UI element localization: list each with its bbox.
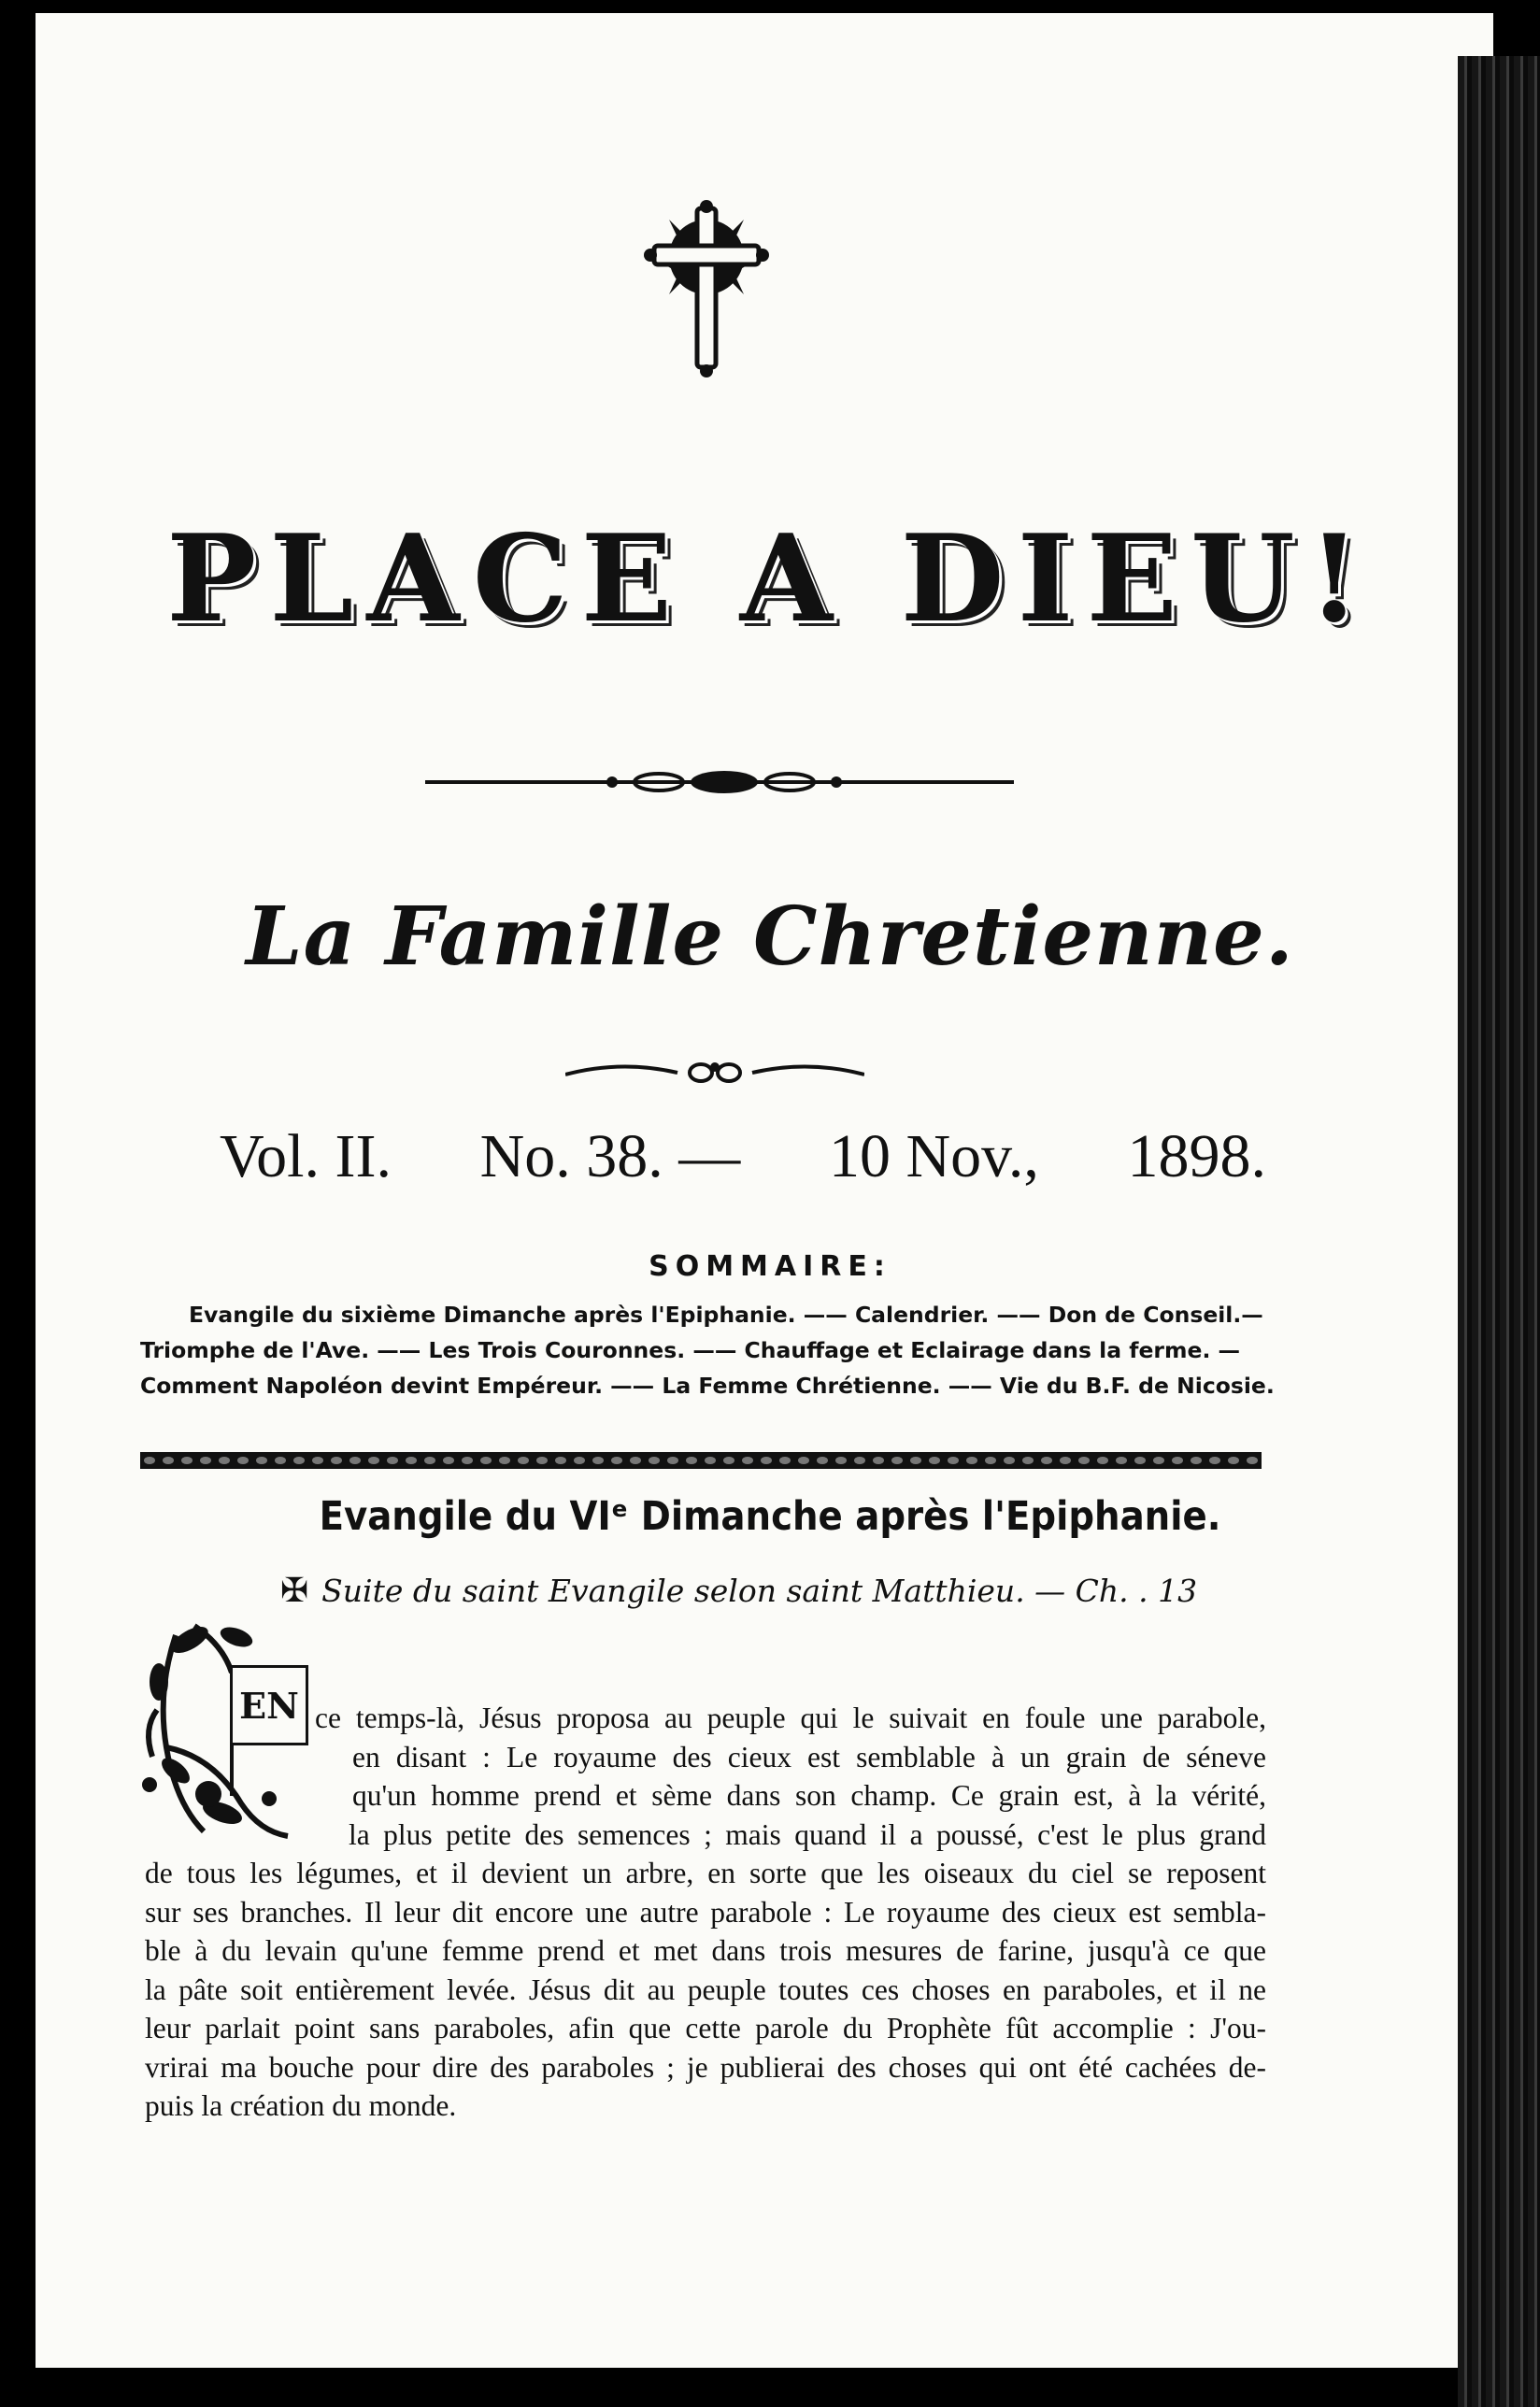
- issue-year: 1898.: [1127, 1122, 1266, 1190]
- body-line: vrirai ma bouche pour dire des paraboles ; je publierai des choses qui ont été cachées de-: [145, 2050, 1266, 2084]
- body-line: ble à du levain qu'une femme prend et met dans trois mesures de farine, jusqu'à ce que: [145, 1934, 1266, 1967]
- sommaire-heading: SOMMAIRE:: [649, 1250, 891, 1283]
- sommaire-line: Triomphe de l'Ave. —— Les Trois Couronnes. —— Chauffage et Eclairage dans la ferme. —: [140, 1337, 1241, 1363]
- issue-line: [220, 1121, 1266, 1192]
- issue-date: 10 Nov.,: [828, 1122, 1039, 1190]
- body-line: la pâte soit entièrement levée. Jésus dit au peuple toutes ces choses en paraboles, et il ne: [145, 1973, 1266, 2006]
- ornamental-flourish: [565, 1054, 864, 1091]
- body-line: la plus petite des semences ; mais quand il a poussé, c'est le plus grand: [349, 1817, 1266, 1851]
- chain-divider: [140, 1448, 1262, 1473]
- cross-ornament-icon: [632, 192, 781, 378]
- sommaire-line: Evangile du sixième Dimanche après l'Epiphanie. —— Calendrier. —— Don de Conseil.—: [189, 1302, 1263, 1328]
- dropcap-letter: EN: [230, 1665, 308, 1745]
- article-body: [145, 1699, 1266, 2126]
- issue-number: No. 38. —: [479, 1122, 741, 1190]
- ornamental-rule: [425, 764, 1014, 802]
- body-line: de tous les légumes, et il devient un arbre, en sorte que les oiseaux du ciel se reposent: [145, 1857, 1266, 1889]
- sommaire-line: Comment Napoléon devint Empéreur. —— La Femme Chrétienne. —— Vie du B.F. de Nicosie.: [140, 1373, 1275, 1399]
- sommaire-list: [140, 1297, 1275, 1403]
- book-edge: [1458, 56, 1540, 2407]
- body-line: leur parlait point sans paraboles, afin que cette parole du Prophète fût accomplie : J'ou-: [145, 2012, 1266, 2044]
- article-title: Evangile du VIᵉ Dimanche après l'Epiphanie.: [319, 1493, 1221, 1540]
- body-line: sur ses branches. Il leur dit encore une autre parabole : Le royaume des cieux est sembla-: [145, 1895, 1266, 1929]
- body-line: ce temps-là, Jésus proposa au peuple qui le suivait en foule une parabole,: [315, 1702, 1266, 1734]
- body-line: puis la création du monde.: [145, 2089, 457, 2122]
- article-subtitle: [280, 1572, 1233, 1610]
- cross-mark-icon: ✠: [280, 1572, 309, 1610]
- volume-number: Vol. II.: [220, 1122, 392, 1190]
- publication-subtitle: La Famille Chretienne.: [246, 890, 1294, 984]
- body-line: qu'un homme prend et sème dans son champ. Ce grain est, à la vérité,: [352, 1779, 1266, 1812]
- masthead-title: PLACE A DIEU!: [166, 509, 1374, 649]
- article-subtitle-text: Suite du saint Evangile selon saint Matthieu. — Ch. . 13: [321, 1573, 1198, 1609]
- body-line: en disant : Le royaume des cieux est semblable à un grain de séneve: [352, 1740, 1266, 1773]
